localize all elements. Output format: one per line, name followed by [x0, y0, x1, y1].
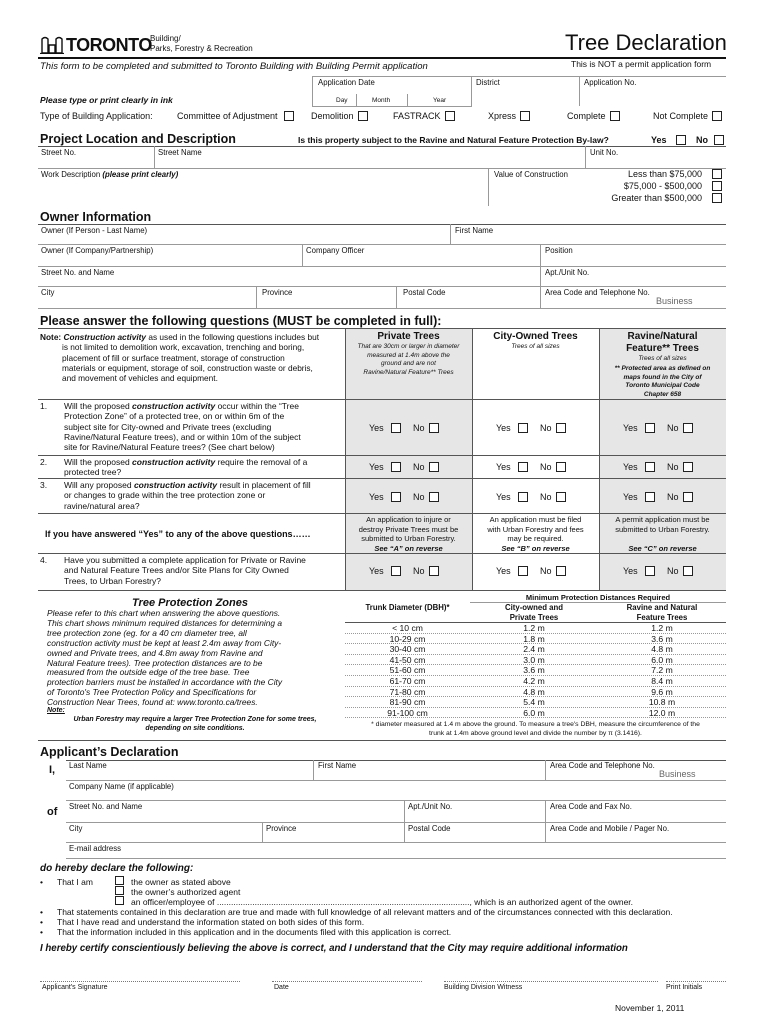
applicant-apt-label: Apt./Unit No. — [408, 802, 453, 811]
complete-checkbox[interactable] — [610, 111, 620, 121]
range-high-label: Greater than $500,000 — [611, 193, 702, 203]
option-xpress-label: Xpress — [488, 111, 517, 121]
applicant-province-label: Province — [266, 824, 297, 833]
q2-city-no-checkbox[interactable] — [556, 462, 566, 472]
range-low-label: Less than $75,000 — [627, 169, 702, 179]
form-title: Tree Declaration — [565, 30, 727, 55]
value-construction-label: Value of Construction — [494, 170, 568, 179]
company-officer-label: Company Officer — [306, 246, 365, 255]
tpz-dbh-cell: 30-40 cm — [389, 644, 426, 655]
q1-city-no-label: No — [540, 423, 552, 433]
tpz-row — [345, 623, 726, 634]
tpz-row — [345, 687, 726, 698]
dbh-header: Trunk Diameter (DBH)* — [365, 603, 450, 612]
bullet-3: • — [40, 917, 43, 927]
owner-postal-label: Postal Code — [403, 288, 446, 297]
q1-private-yes-checkbox[interactable] — [391, 423, 401, 433]
questions-heading: Please answer the following questions (MUST be completed in full): — [40, 314, 442, 328]
applicant-phone-label: Area Code and Telephone No. — [550, 761, 655, 770]
dbh-footnote-2: trunk at 1.4m above ground level and divide the number by π (3.1416). — [429, 730, 642, 737]
tpz-dbh-cell: 10-29 cm — [389, 633, 426, 644]
district-label: District — [476, 78, 500, 87]
q1-city-yes-label: Yes — [496, 423, 511, 433]
applicant-heading: Applicant’s Declaration — [40, 745, 179, 759]
tpz-city-distance-cell: 3.0 m — [523, 654, 545, 665]
owner-phone-label: Area Code and Telephone No. — [545, 288, 650, 297]
q4-ravine-yes-label: Yes — [623, 566, 638, 576]
submission-note: This form to be completed and submitted to Toronto Building with Building Permit application — [40, 61, 428, 72]
tpz-city-distance-cell: 6.0 m — [523, 707, 545, 718]
day-label: Day — [336, 97, 348, 104]
demolition-checkbox[interactable] — [358, 111, 368, 121]
officer-option-label: an officer/employee of ..........................................................................................................., which is an authorized agent of the owner. — [131, 897, 634, 907]
agent-checkbox[interactable] — [115, 886, 124, 895]
q3-ravine-no-checkbox[interactable] — [683, 492, 693, 502]
city-private-header: City-owned and Private Trees — [504, 603, 564, 622]
application-date-label: Application Date — [318, 78, 375, 87]
construction-note: Note: Construction activity as used in the following questions includes but is not limited to demolition work, excavation, trenching and boring, placement of fill or surface treatment, storage of construction materials or equipment, storage of soil, construction waste or debris, and movement of vehicles and equipment. — [40, 332, 320, 384]
option-complete-label: Complete — [567, 111, 606, 121]
q1-private-yes-label: Yes — [369, 423, 384, 433]
q1-ravine-yes-label: Yes — [623, 423, 638, 433]
agent-option-label: the owner’s authorized agent — [131, 887, 241, 897]
q2-private-no-checkbox[interactable] — [429, 462, 439, 472]
tpz-ravine-distance-cell: 7.2 m — [651, 665, 673, 676]
private-trees-header: Private Trees — [377, 331, 440, 342]
q2-city-yes-checkbox[interactable] — [518, 462, 528, 472]
ravine-no-checkbox[interactable] — [714, 135, 724, 145]
tpz-ravine-distance-cell: 8.4 m — [651, 676, 673, 686]
owner-city-label: City — [41, 288, 55, 297]
tpz-dbh-cell: < 10 cm — [392, 623, 423, 633]
tpz-city-distance-cell: 1.8 m — [523, 633, 545, 644]
owner-last-name-label: Owner (If Person - Last Name) — [41, 226, 148, 235]
q3-private-yes-label: Yes — [369, 492, 384, 502]
of-label: of — [47, 806, 58, 818]
city-hall-icon — [40, 36, 64, 54]
bullet-4: • — [40, 927, 43, 937]
position-label: Position — [545, 246, 573, 255]
tpz-row — [345, 655, 726, 666]
q3-city-no-label: No — [540, 492, 552, 502]
bullet-2: • — [40, 907, 43, 917]
option-not-complete-label: Not Complete — [653, 111, 709, 121]
applicant-first-name-label: First Name — [318, 761, 357, 770]
q3-private-yes-checkbox[interactable] — [391, 492, 401, 502]
not-complete-checkbox[interactable] — [712, 111, 722, 121]
applicant-last-name-label: Last Name — [69, 761, 107, 770]
tpz-dbh-cell: 51-60 cm — [389, 665, 426, 676]
officer-checkbox[interactable] — [115, 896, 124, 905]
tpz-city-distance-cell: 3.6 m — [523, 665, 545, 676]
dbh-footnote-1: * diameter measured at 1.4 m above the ground. To measure a tree's DBH, measure the circumference of the — [371, 721, 700, 728]
city-application-note: An application must be filed with Urban Forestry and fees may be required. See “B” on reverse — [487, 515, 584, 553]
tpz-ravine-distance-cell: 4.8 m — [651, 644, 673, 655]
bullet-1: • — [40, 877, 43, 887]
question-1: 1. Will the proposed construction activity occur within the “Tree Protection Zone” of a protected tree, on or within 6m of the subject site for City-owned and Private trees (excluding Ravine/Natural Feature trees), and or within 10m of the subject site for Ravine/Natural Feature trees? (See chart below) — [40, 401, 301, 453]
q2-ravine-no-label: No — [667, 462, 679, 472]
q4-private-no-checkbox[interactable] — [429, 566, 439, 576]
range-low-checkbox[interactable] — [712, 169, 722, 179]
q4-private-no-label: No — [413, 566, 425, 576]
tpz-dbh-cell: 61-70 cm — [389, 676, 426, 686]
owner-apt-label: Apt./Unit No. — [545, 268, 590, 277]
q4-ravine-yes-checkbox[interactable] — [645, 566, 655, 576]
q4-private-yes-label: Yes — [369, 566, 384, 576]
q4-ravine-no-checkbox[interactable] — [683, 566, 693, 576]
that-i-am-label: That I am — [57, 877, 93, 887]
tpz-city-distance-cell: 5.4 m — [523, 697, 545, 708]
street-no-label: Street No. — [41, 148, 77, 157]
i-label: I, — [49, 764, 56, 776]
q3-city-yes-label: Yes — [496, 492, 511, 502]
ravine-yes-label: Yes — [651, 135, 667, 145]
tpz-city-distance-cell: 4.8 m — [523, 686, 545, 697]
logo-sub-parks: Parks, Forestry & Recreation — [150, 44, 253, 53]
q2-private-no-label: No — [413, 462, 425, 472]
initials-label: Print Initials — [666, 984, 703, 991]
date-label: Date — [274, 984, 289, 991]
ravine-application-note: A permit application must be submitted to Urban Forestry. See “C” on reverse — [615, 515, 710, 553]
print-clearly-note: Please type or print clearly in ink — [40, 95, 173, 105]
q1-ravine-no-label: No — [667, 423, 679, 433]
tpz-dbh-cell: 91-100 cm — [387, 707, 428, 718]
q3-city-no-checkbox[interactable] — [556, 492, 566, 502]
tpz-dbh-cell: 71-80 cm — [389, 686, 426, 697]
min-distances-heading: Minimum Protection Distances Required — [525, 593, 671, 602]
city-trees-header: City-Owned Trees — [493, 331, 578, 342]
q1-city-no-checkbox[interactable] — [556, 423, 566, 433]
owner-heading: Owner Information — [40, 210, 152, 224]
question-3: 3. Will any proposed construction activity result in placement of fill or changes to grade within the tree protection zone or ravine/natural area? — [40, 480, 311, 511]
q2-private-yes-checkbox[interactable] — [391, 462, 401, 472]
owner-street-label: Street No. and Name — [41, 268, 115, 277]
tpz-row — [345, 634, 726, 645]
q2-ravine-yes-checkbox[interactable] — [645, 462, 655, 472]
option-fastrack-label: FASTRACK — [393, 111, 441, 121]
unit-no-label: Unit No. — [590, 148, 619, 157]
declare-heading: do hereby declare the following: — [40, 863, 194, 874]
q3-city-yes-checkbox[interactable] — [518, 492, 528, 502]
tpz-ravine-distance-cell: 9.6 m — [651, 686, 673, 697]
q2-city-yes-label: Yes — [496, 462, 511, 472]
q4-ravine-no-label: No — [667, 566, 679, 576]
not-permit-note: This is NOT a permit application form — [571, 59, 712, 69]
q2-private-yes-label: Yes — [369, 462, 384, 472]
q4-city-yes-checkbox[interactable] — [518, 566, 528, 576]
q2-city-no-label: No — [540, 462, 552, 472]
signature-label: Applicant's Signature — [42, 984, 108, 991]
applicant-email-label: E-mail address — [69, 844, 121, 853]
tpz-ravine-distance-cell: 3.6 m — [651, 633, 673, 644]
tpz-row — [345, 676, 726, 687]
q3-ravine-yes-label: Yes — [623, 492, 638, 502]
q4-private-yes-checkbox[interactable] — [391, 566, 401, 576]
application-no-label: Application No. — [584, 78, 637, 87]
ravine-trees-sub: Trees of all sizes — [638, 355, 687, 362]
tpz-ravine-distance-cell: 6.0 m — [651, 654, 673, 665]
range-mid-checkbox[interactable] — [712, 181, 722, 191]
range-high-checkbox[interactable] — [712, 193, 722, 203]
tpz-row — [345, 644, 726, 655]
ravine-feature-header: Ravine and Natural Feature Trees — [626, 603, 698, 622]
owner-first-name-label: First Name — [455, 226, 494, 235]
month-label: Month — [372, 97, 391, 104]
statement-true: That statements contained in this declaration are true and made with full knowledge of all relevant matters and of the circumstances connected with this declaration. — [57, 907, 673, 917]
street-name-label: Street Name — [158, 148, 202, 157]
tpz-note-label: Note: — [47, 707, 65, 714]
q1-ravine-yes-checkbox[interactable] — [645, 423, 655, 433]
range-mid-label: $75,000 - $500,000 — [623, 181, 702, 191]
option-demolition-label: Demolition — [311, 111, 354, 121]
applicant-postal-label: Postal Code — [408, 824, 451, 833]
question-4: 4. Have you submitted a complete application for Private or Ravine and Natural Feature Trees and/or Site Plans for City Owned Trees, to Urban Forestry? — [40, 555, 306, 586]
q1-ravine-no-checkbox[interactable] — [683, 423, 693, 433]
tpz-city-distance-cell: 2.4 m — [523, 644, 545, 655]
q4-city-no-label: No — [540, 566, 552, 576]
tpz-body: Please refer to this chart when answering the above questions. This chart shows minimum required distances for determining a tree protection zone (eg. for a 40 cm diameter tree, all construction activity must be kept at least 2.4m away from City- owned and Private trees, and 4.8m away from Ravine and Natural Feature trees). Tree protection distances are to be measured from the outside edge of the tree base. Tree protection barriers must be installed in accordance with the City of Toronto's Tree Protection Policy and Specifications for Construction Near Trees, found at: www.toronto.ca/trees. — [47, 608, 283, 708]
q4-city-no-checkbox[interactable] — [556, 566, 566, 576]
tpz-dbh-cell: 41-50 cm — [389, 654, 426, 665]
statement-correct: That the information included in this application and in the documents filed with this application is correct. — [57, 927, 452, 937]
if-yes-note: If you have answered “Yes” to any of the above questions…… — [45, 529, 311, 539]
q3-ravine-no-label: No — [667, 492, 679, 502]
tpz-ravine-distance-cell: 1.2 m — [651, 623, 673, 633]
ravine-no-label: No — [696, 135, 708, 145]
tpz-heading: Tree Protection Zones — [132, 597, 248, 609]
private-trees-sub: That are 30cm or larger in diameter measured at 1.4m above the ground and are not Ravine/Natural Feature** Trees — [357, 343, 460, 376]
q4-city-yes-label: Yes — [496, 566, 511, 576]
building-type-label: Type of Building Application: — [40, 111, 153, 121]
owner-business-label: Business — [656, 296, 693, 306]
certify-statement: I hereby certify conscientiously believing the above is correct, and I understand that the City may require additional information — [40, 943, 628, 954]
committee-checkbox[interactable] — [284, 111, 294, 121]
tpz-ravine-distance-cell: 12.0 m — [648, 707, 676, 718]
owner-option-label: the owner as stated above — [131, 877, 231, 887]
applicant-street-label: Street No. and Name — [69, 802, 143, 811]
work-description-label: Work Description (please print clearly) — [41, 170, 179, 179]
logo-wordmark: TORONTO — [66, 35, 152, 55]
applicant-business-label: Business — [659, 769, 696, 779]
q1-private-no-checkbox[interactable] — [429, 423, 439, 433]
project-location-heading: Project Location and Description — [40, 132, 236, 146]
applicant-mobile-label: Area Code and Mobile / Pager No. — [550, 824, 670, 833]
ravine-trees-header: Ravine/Natural Feature** Trees — [626, 331, 699, 354]
ravine-yes-checkbox[interactable] — [676, 135, 686, 145]
q3-private-no-label: No — [413, 492, 425, 502]
statement-read: That I have read and understand the information stated on both sides of this form. — [57, 917, 365, 927]
q2-ravine-yes-label: Yes — [623, 462, 638, 472]
applicant-fax-label: Area Code and Fax No. — [550, 802, 632, 811]
tpz-city-distance-cell: 4.2 m — [523, 676, 545, 686]
q1-private-no-label: No — [413, 423, 425, 433]
q1-city-yes-checkbox[interactable] — [518, 423, 528, 433]
private-application-note: An application to injure or destroy Private Trees must be submitted to Urban Forestry. See “A” on reverse — [358, 515, 459, 553]
tpz-ravine-distance-cell: 10.8 m — [648, 697, 676, 708]
ravine-question: Is this property subject to the Ravine and Natural Feature Protection By-law? — [298, 135, 609, 145]
company-name-label: Company Name (if applicable) — [69, 782, 174, 791]
witness-label: Building Division Witness — [444, 984, 523, 991]
tpz-city-distance-cell: 1.2 m — [523, 623, 545, 633]
xpress-checkbox[interactable] — [520, 111, 530, 121]
tpz-note: Urban Forestry may require a larger Tree Protection Zone for some trees, depending on site conditions. — [73, 716, 317, 732]
q3-private-no-checkbox[interactable] — [429, 492, 439, 502]
ravine-protected-note: ** Protected area as defined on maps found in the City of Toronto Municipal Code Chapter 658 — [614, 365, 711, 398]
tpz-row — [345, 697, 726, 708]
tpz-row — [345, 708, 726, 719]
tpz-row — [345, 665, 726, 676]
option-committee-label: Committee of Adjustment — [177, 111, 278, 121]
form-revision-date: November 1, 2011 — [615, 1003, 685, 1013]
applicant-city-label: City — [69, 824, 83, 833]
q2-ravine-no-checkbox[interactable] — [683, 462, 693, 472]
owner-company-label: Owner (If Company/Partnership) — [41, 246, 154, 255]
question-2: 2. Will the proposed construction activity require the removal of a protected tree? — [40, 457, 308, 478]
year-label: Year — [433, 97, 447, 104]
owner-province-label: Province — [262, 288, 293, 297]
city-trees-sub: Trees of all sizes — [511, 343, 560, 350]
fastrack-checkbox[interactable] — [445, 111, 455, 121]
tpz-dbh-cell: 81-90 cm — [389, 697, 426, 708]
logo-sub-building: Building/ — [150, 34, 181, 43]
q3-ravine-yes-checkbox[interactable] — [645, 492, 655, 502]
owner-checkbox[interactable] — [115, 876, 124, 885]
